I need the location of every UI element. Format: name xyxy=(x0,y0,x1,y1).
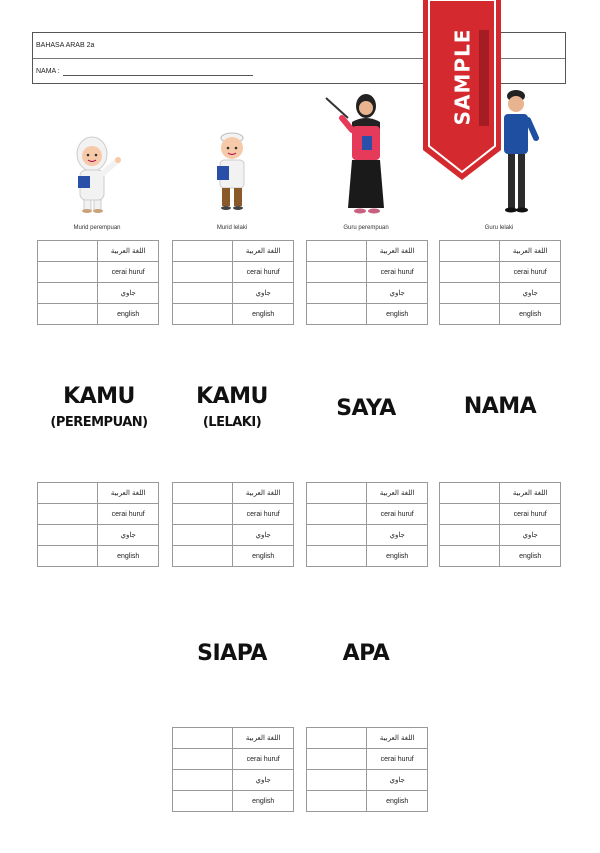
answer-cell[interactable] xyxy=(38,483,98,504)
answer-cell[interactable] xyxy=(173,728,233,749)
label-cell-jawi: جاوي xyxy=(98,525,159,546)
answer-cell[interactable] xyxy=(307,546,367,567)
vocab-table-8 xyxy=(439,482,561,567)
vocab-row-arabic xyxy=(173,483,294,504)
label-cell-arabic: اللغة العربية xyxy=(367,241,428,262)
answer-cell[interactable] xyxy=(307,525,367,546)
label-cell-english: english xyxy=(98,546,159,567)
vocab-row-english xyxy=(307,791,428,812)
vocab-row-jawi xyxy=(307,770,428,791)
answer-cell[interactable] xyxy=(307,483,367,504)
label-cell-english: english xyxy=(367,791,428,812)
label-cell-arabic: اللغة العربية xyxy=(233,483,294,504)
answer-cell[interactable] xyxy=(307,262,367,283)
answer-cell[interactable] xyxy=(173,504,233,525)
vocab-row-arabic xyxy=(173,241,294,262)
vocab-row-arabic xyxy=(440,483,561,504)
answer-cell[interactable] xyxy=(307,749,367,770)
vocab-row-english xyxy=(173,791,294,812)
label-cell-cerai: cerai huruf xyxy=(500,262,561,283)
answer-cell[interactable] xyxy=(440,241,500,262)
answer-cell[interactable] xyxy=(440,504,500,525)
vocab-row-english xyxy=(173,546,294,567)
vocab-table-4 xyxy=(439,240,561,325)
answer-cell[interactable] xyxy=(38,262,98,283)
vocab-row-arabic xyxy=(38,241,159,262)
vocab-row-arabic xyxy=(307,241,428,262)
label-cell-cerai: cerai huruf xyxy=(500,504,561,525)
label-cell-arabic: اللغة العربية xyxy=(367,728,428,749)
label-cell-cerai: cerai huruf xyxy=(98,262,159,283)
label-cell-cerai: cerai huruf xyxy=(367,262,428,283)
answer-cell[interactable] xyxy=(440,525,500,546)
vocab-row-arabic xyxy=(440,241,561,262)
vocab-row-arabic xyxy=(173,728,294,749)
vocab-row-jawi xyxy=(173,283,294,304)
boy-student-figure xyxy=(208,128,258,214)
label-cell-cerai: cerai huruf xyxy=(233,262,294,283)
label-cell-english: english xyxy=(367,546,428,567)
label-cell-cerai: cerai huruf xyxy=(367,504,428,525)
answer-cell[interactable] xyxy=(38,525,98,546)
vocab-row-english xyxy=(307,546,428,567)
label-cell-jawi: جاوي xyxy=(500,283,561,304)
vocab-row-cerai xyxy=(38,504,159,525)
caption-guru-perempuan: Guru perempuan xyxy=(343,225,389,231)
answer-cell[interactable] xyxy=(173,241,233,262)
girl-student-figure xyxy=(68,132,128,214)
answer-cell[interactable] xyxy=(173,791,233,812)
answer-cell[interactable] xyxy=(440,546,500,567)
answer-cell[interactable] xyxy=(307,728,367,749)
caption-guru-lelaki: Guru lelaki xyxy=(484,225,514,231)
label-cell-arabic: اللغة العربية xyxy=(98,241,159,262)
vocab-table-10 xyxy=(306,727,428,812)
label-cell-jawi: جاوي xyxy=(367,525,428,546)
word-siapa: SIAPA xyxy=(197,641,267,666)
answer-cell[interactable] xyxy=(440,483,500,504)
vocab-table-2 xyxy=(172,240,294,325)
vocab-row-english xyxy=(38,304,159,325)
answer-cell[interactable] xyxy=(173,546,233,567)
label-cell-arabic: اللغة العربية xyxy=(233,728,294,749)
answer-cell[interactable] xyxy=(307,791,367,812)
vocab-row-arabic xyxy=(307,483,428,504)
vocab-row-jawi xyxy=(38,283,159,304)
vocab-row-jawi xyxy=(440,283,561,304)
female-teacher-figure xyxy=(322,92,392,216)
label-cell-cerai: cerai huruf xyxy=(233,504,294,525)
label-cell-english: english xyxy=(98,304,159,325)
vocab-table-5 xyxy=(37,482,159,567)
vocab-row-cerai xyxy=(440,504,561,525)
label-cell-jawi: جاوي xyxy=(233,283,294,304)
subject-label: BAHASA ARAB 2a xyxy=(36,42,95,49)
vocab-row-jawi xyxy=(173,770,294,791)
answer-cell[interactable] xyxy=(38,304,98,325)
answer-cell[interactable] xyxy=(173,770,233,791)
vocab-table-1 xyxy=(37,240,159,325)
label-cell-english: english xyxy=(233,791,294,812)
label-cell-arabic: اللغة العربية xyxy=(98,483,159,504)
label-cell-english: english xyxy=(233,304,294,325)
answer-cell[interactable] xyxy=(173,304,233,325)
answer-cell[interactable] xyxy=(307,304,367,325)
answer-cell[interactable] xyxy=(38,283,98,304)
vocab-row-cerai xyxy=(307,504,428,525)
answer-cell[interactable] xyxy=(307,283,367,304)
answer-cell[interactable] xyxy=(173,525,233,546)
answer-cell[interactable] xyxy=(173,283,233,304)
label-cell-arabic: اللغة العربية xyxy=(500,483,561,504)
answer-cell[interactable] xyxy=(440,304,500,325)
vocab-table-7 xyxy=(306,482,428,567)
word-apa: APA xyxy=(342,641,390,666)
label-cell-arabic: اللغة العربية xyxy=(367,483,428,504)
vocab-row-cerai xyxy=(173,262,294,283)
answer-cell[interactable] xyxy=(38,504,98,525)
vocab-row-english xyxy=(307,304,428,325)
vocab-row-cerai xyxy=(307,262,428,283)
vocab-row-jawi xyxy=(173,525,294,546)
caption-murid-lelaki: Murid lelaki xyxy=(216,225,248,231)
vocab-row-cerai xyxy=(307,749,428,770)
answer-cell[interactable] xyxy=(173,749,233,770)
vocab-row-cerai xyxy=(38,262,159,283)
label-cell-english: english xyxy=(500,304,561,325)
vocab-row-cerai xyxy=(173,749,294,770)
answer-cell[interactable] xyxy=(173,262,233,283)
answer-cell[interactable] xyxy=(38,546,98,567)
vocab-row-arabic xyxy=(38,483,159,504)
vocab-row-cerai xyxy=(440,262,561,283)
word-kamu-lelaki: KAMU (LELAKI) xyxy=(196,384,268,430)
word-saya: SAYA xyxy=(336,396,396,421)
vocab-row-english xyxy=(38,546,159,567)
label-cell-jawi: جاوي xyxy=(233,525,294,546)
vocab-row-jawi xyxy=(307,525,428,546)
word-nama: NAMA xyxy=(463,394,537,419)
answer-cell[interactable] xyxy=(440,283,500,304)
label-cell-arabic: اللغة العربية xyxy=(233,241,294,262)
label-cell-jawi: جاوي xyxy=(367,283,428,304)
vocab-table-6 xyxy=(172,482,294,567)
label-cell-jawi: جاوي xyxy=(98,283,159,304)
label-cell-cerai: cerai huruf xyxy=(233,749,294,770)
answer-cell[interactable] xyxy=(173,483,233,504)
vocab-row-jawi xyxy=(440,525,561,546)
label-cell-jawi: جاوي xyxy=(367,770,428,791)
vocab-table-3 xyxy=(306,240,428,325)
caption-murid-perempuan: Murid perempuan xyxy=(73,225,121,231)
sample-watermark: SAMPLE xyxy=(450,28,475,126)
answer-cell[interactable] xyxy=(307,504,367,525)
label-cell-english: english xyxy=(233,546,294,567)
answer-cell[interactable] xyxy=(307,241,367,262)
label-cell-cerai: cerai huruf xyxy=(98,504,159,525)
vocab-row-english xyxy=(173,304,294,325)
answer-cell[interactable] xyxy=(307,770,367,791)
vocab-row-cerai xyxy=(173,504,294,525)
label-cell-english: english xyxy=(500,546,561,567)
vocab-row-jawi xyxy=(38,525,159,546)
name-input-line[interactable] xyxy=(63,67,253,76)
name-label: NAMA : xyxy=(36,68,60,75)
vocab-row-english xyxy=(440,304,561,325)
word-kamu-perempuan: KAMU (PEREMPUAN) xyxy=(50,384,148,430)
vocab-row-arabic xyxy=(307,728,428,749)
label-cell-jawi: جاوي xyxy=(500,525,561,546)
label-cell-jawi: جاوي xyxy=(233,770,294,791)
label-cell-english: english xyxy=(367,304,428,325)
label-cell-arabic: اللغة العربية xyxy=(500,241,561,262)
answer-cell[interactable] xyxy=(38,241,98,262)
vocab-row-english xyxy=(440,546,561,567)
vocab-table-9 xyxy=(172,727,294,812)
answer-cell[interactable] xyxy=(440,262,500,283)
label-cell-cerai: cerai huruf xyxy=(367,749,428,770)
vocab-row-jawi xyxy=(307,283,428,304)
